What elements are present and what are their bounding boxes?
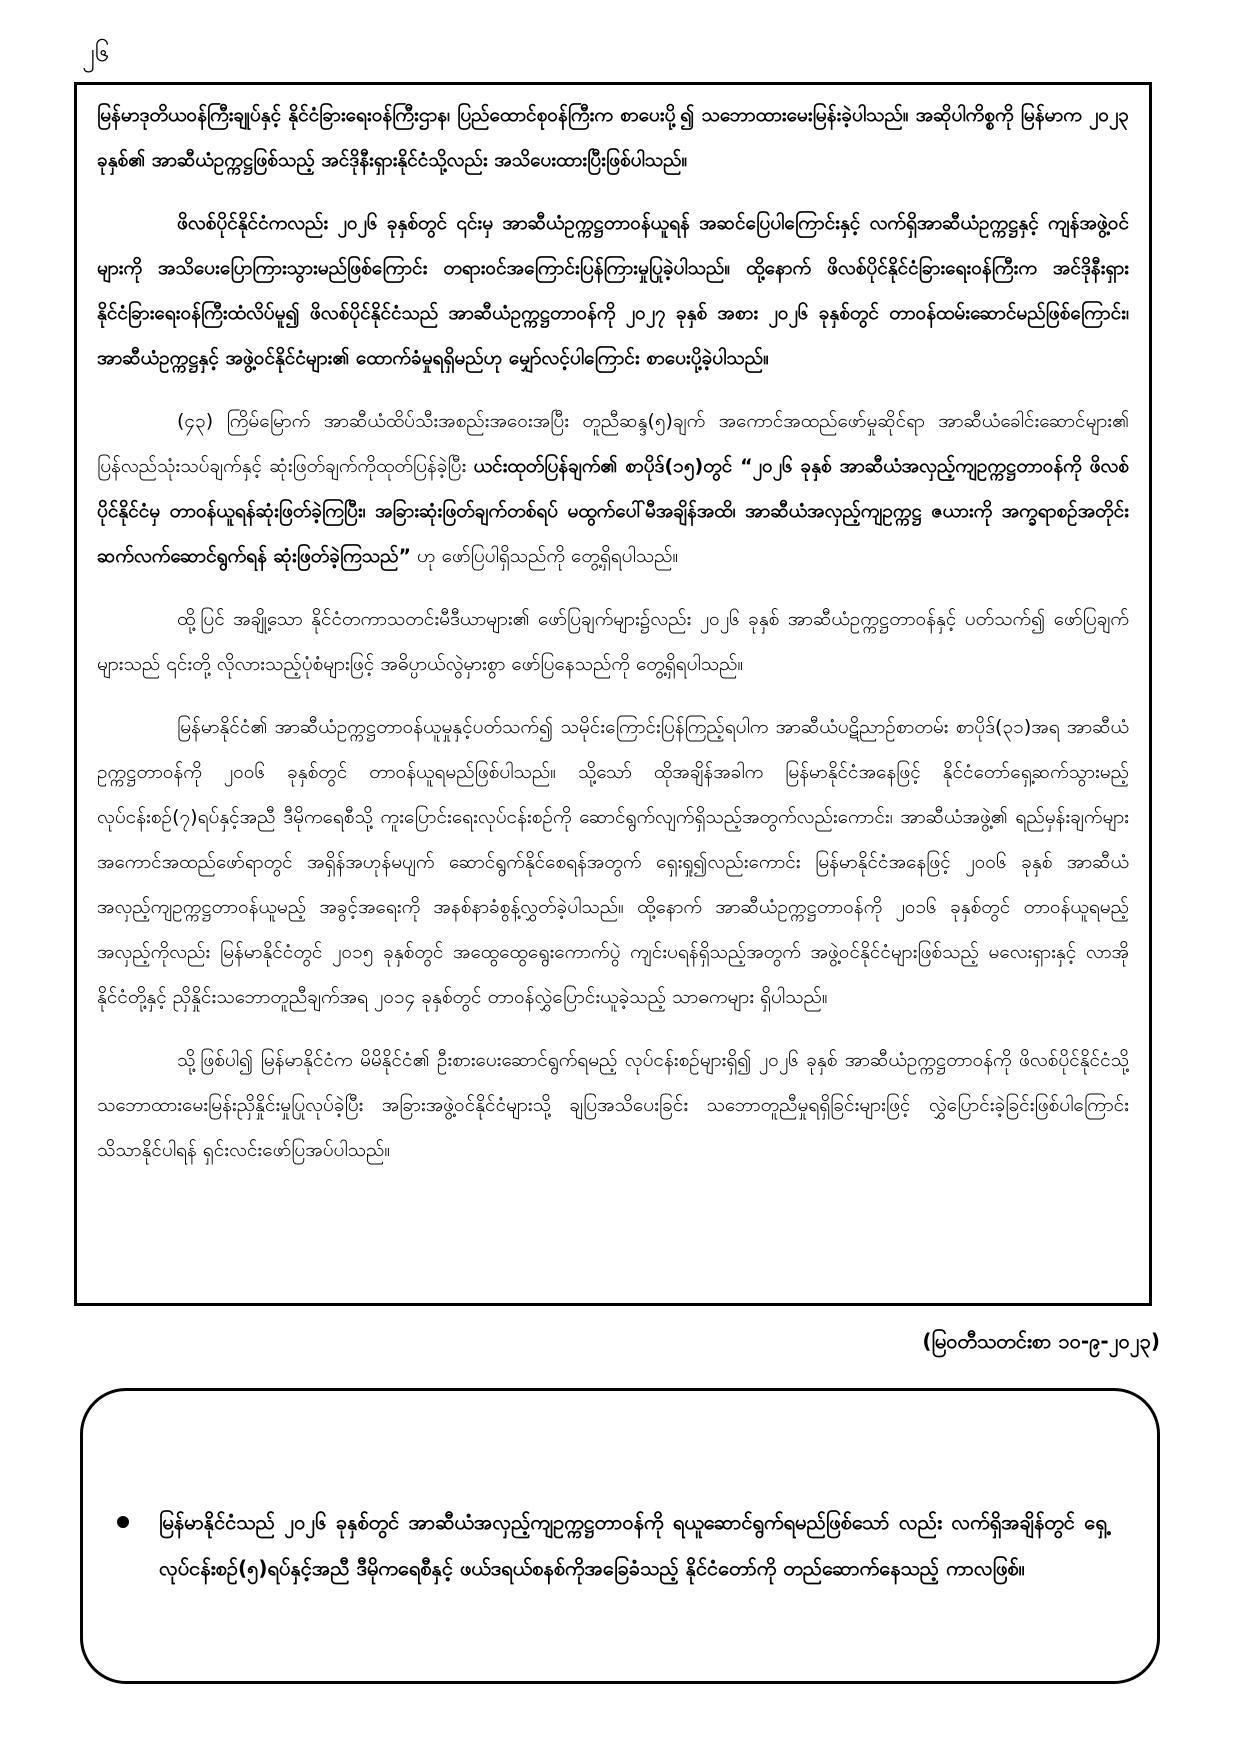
bullet-icon [117,1516,129,1528]
article-box [74,82,1152,1306]
paragraph-3 [97,399,1129,579]
paragraph-6 [97,1038,1129,1173]
paragraph-3-outro: ဟု ဖော်ပြပါရှိသည်ကို တွေ့ရှိရပါသည်။ [410,545,679,567]
page-number: ၂၆ [82,38,110,68]
paragraph-4 [97,597,1129,687]
paragraph-3-quote: ယင်းထုတ်ပြန်ချက်၏ စာပိုဒ်(၁၅)တွင် “၂၀၂၆ ခုနှစ် အာဆီယံအလှည့်ကျဥက္ကဋ္ဌတာဝန်ကို ဖိလစ်ပိုင်နိုင်ငံမှ တာဝန်ယူရန်ဆုံးဖြတ်ခဲ့ကြပြီး၊ အခြားဆုံးဖြတ်ချက်တစ်ရပ် မထွက်ပေါ်မီအချိန်အထိ၊ အာဆီယံအလှည့်ကျဥက္ကဋ္ဌ ဇယားကို အက္ခရာစဉ်အတိုင်း ဆက်လက်ဆောင်ရွက်ရန် ဆုံးဖြတ်ခဲ့ကြသည်” [97,455,1129,567]
paragraph-1 [97,93,1129,183]
paragraph-3-intro: (၄၃) ကြိမ်မြောက် အာဆီယံထိပ်သီးအစည်းအဝေးအပြီး တူညီဆန္ဒ(၅)ချက် အကောင်အထည်ဖော်မှုဆိုင်ရာ အာဆီယံခေါင်းဆောင်များ၏ ပြန်လည်သုံးသပ်ချက်နှင့် ဆုံးဖြတ်ချက်ကိုထုတ်ပြန်ခဲ့ပြီး [97,410,1129,477]
paragraph-4-text: ထို့ပြင် အချို့သော နိုင်ငံတကာသတင်းမီဒီယာများ၏ ဖော်ပြချက်များ၌လည်း ၂၀၂၆ ခုနှစ် အာဆီယံဥက္ကဋ္ဌတာဝန်နှင့် ပတ်သက်၍ ဖော်ပြချက်များသည် ၎င်းတို့ လိုလားသည့်ပုံစံများဖြင့် အဓိပ္ပာယ်လွဲမှားစွာ ဖော်ပြနေသည်ကို တွေ့ရှိရပါသည်။ [97,608,1129,675]
paragraph-5 [97,705,1129,1020]
paragraph-2-text: ဖိလစ်ပိုင်နိုင်ငံကလည်း ၂၀၂၆ ခုနှစ်တွင် ၎င်းမှ အာဆီယံဥက္ကဋ္ဌတာဝန်ယူရန် အဆင်ပြေပါကြောင်းနှင့် လက်ရှိအာဆီယံဥက္ကဋ္ဌနှင့် ကျန်အဖွဲ့ဝင်များကို အသိပေးပြောကြားသွားမည်ဖြစ်ကြောင်း တရားဝင်အကြောင်းပြန်ကြားမှုပြုခဲ့ပါသည်။ ထို့နောက် ဖိလစ်ပိုင်နိုင်ငံခြားရေးဝန်ကြီးက အင်ဒိုနီးရှားနိုင်ငံခြားရေးဝန်ကြီးထံလိပ်မူ၍ ဖိလစ်ပိုင်နိုင်ငံသည် အာဆီယံဥက္ကဋ္ဌတာဝန်ကို ၂၀၂၇ ခုနှစ် အစား ၂၀၂၆ ခုနှစ်တွင် တာဝန်ထမ်းဆောင်မည်ဖြစ်ကြောင်း၊ အာဆီယံဥက္ကဋ္ဌနှင့် အဖွဲ့ဝင်နိုင်ငံများ၏ ထောက်ခံမှုရရှိမည်ဟု မျှော်လင့်ပါကြောင်း စာပေးပို့ခဲ့ပါသည်။ [97,212,1129,369]
paragraph-5-text: မြန်မာနိုင်ငံ၏ အာဆီယံဥက္ကဋ္ဌတာဝန်ယူမှုနှင့်ပတ်သက်၍ သမိုင်းကြောင်းပြန်ကြည့်ရပါက အာဆီယံပဋိညာဉ်စာတမ်း စာပိုဒ်(၃၁)အရ အာဆီယံဥက္ကဋ္ဌတာဝန်ကို ၂၀၀၆ ခုနှစ်တွင် တာဝန်ယူရမည်ဖြစ်ပါသည်။ သို့သော် ထိုအချိန်အခါက မြန်မာနိုင်ငံအနေဖြင့် နိုင်ငံတော်ရှေ့ဆက်သွားမည့်လုပ်ငန်းစဉ်(၇)ရပ်နှင့်အညီ ဒီမိုကရေစီသို့ ကူးပြောင်းရေးလုပ်ငန်းစဉ်ကို ဆောင်ရွက်လျက်ရှိသည့်အတွက်လည်းကောင်း၊ အာဆီယံအဖွဲ့၏ ရည်မှန်းချက်များအကောင်အထည်ဖော်ရာတွင် အရှိန်အဟုန်မပျက် ဆောင်ရွက်နိုင်စေရန်အတွက် ရှေးရှု၍လည်းကောင်း မြန်မာနိုင်ငံအနေဖြင့် ၂၀၀၆ ခုနှစ် အာဆီယံအလှည့်ကျဥက္ကဋ္ဌတာဝန်ယူမည့် အခွင့်အရေးကို အနစ်နာခံစွန့်လွှတ်ခဲ့ပါသည်။ ထို့နောက် အာဆီယံဥက္ကဋ္ဌတာဝန်ကို ၂၀၁၆ ခုနှစ်တွင် တာဝန်ယူရမည့် အလှည့်ကိုလည်း မြန်မာနိုင်ငံတွင် ၂၀၁၅ ခုနှစ်တွင် အထွေထွေရွေးကောက်ပွဲ ကျင်းပရန်ရှိသည့်အတွက် အဖွဲ့ဝင်နိုင်ငံများဖြစ်သည့် မလေးရှားနှင့် လာအိုနိုင်ငံတို့နှင့် ညှိနှိုင်းသဘောတူညီချက်အရ ၂၀၁၄ ခုနှစ်တွင် တာဝန်လွှဲပြောင်းယူခဲ့သည့် သာဓကများ ရှိပါသည်။ [97,716,1129,1008]
summary-bullet-text: မြန်မာနိုင်ငံသည် ၂၀၂၆ ခုနှစ်တွင် အာဆီယံအလှည့်ကျဥက္ကဋ္ဌတာဝန်ကို ရယူဆောင်ရွက်ရမည်ဖြစ်သော် လည်း လက်ရှိအချိန်တွင် ရှေ့လုပ်ငန်းစဉ်(၅)ရပ်နှင့်အညီ ဒီမိုကရေစီနှင့် ဖယ်ဒရယ်စနစ်ကိုအခြေခံသည့် နိုင်ငံတော်ကို တည်ဆောက်နေသည့် ကာလဖြစ်။ [159,1510,1107,1580]
summary-box [80,1388,1160,1684]
paragraph-1-text: မြန်မာဒုတိယဝန်ကြီးချုပ်နှင့် နိုင်ငံခြားရေးဝန်ကြီးဌာန၊ ပြည်ထောင်စုဝန်ကြီးက စာပေးပို့၍ သဘောထားမေးမြန်းခဲ့ပါသည်။ အဆိုပါကိစ္စကို မြန်မာက ၂၀၂၃ ခုနှစ်၏ အာဆီယံဥက္ကဋ္ဌဖြစ်သည့် အင်ဒိုနီးရှားနိုင်ငံသို့လည်း အသိပေးထားပြီးဖြစ်ပါသည်။ [97,104,1129,171]
summary-list [109,1499,1107,1591]
paragraph-6-text: သို့ဖြစ်ပါ၍ မြန်မာနိုင်ငံက မိမိနိုင်ငံ၏ ဦးစားပေးဆောင်ရွက်ရမည့် လုပ်ငန်းစဉ်များရှိ၍ ၂၀၂၆ ခုနှစ် အာဆီယံဥက္ကဋ္ဌတာဝန်ကို ဖိလစ်ပိုင်နိုင်ငံသို့ သဘောထားမေးမြန်းညှိနှိုင်းမှုပြုလုပ်ခဲ့ပြီး အခြားအဖွဲ့ဝင်နိုင်ငံများသို့ ချပြအသိပေးခြင်း သဘောတူညီမှုရရှိခြင်းများဖြင့် လွှဲပြောင်းခဲ့ခြင်းဖြစ်ပါကြောင်း သိသာနိုင်ပါရန် ရှင်းလင်းဖော်ပြအပ်ပါသည်။ [97,1049,1129,1161]
summary-bullet-item [109,1499,1107,1591]
paragraph-2 [97,201,1129,381]
source-citation: (မြဝတီသတင်းစာ ၁၀-၉-၂၀၂၃) [922,1329,1160,1353]
